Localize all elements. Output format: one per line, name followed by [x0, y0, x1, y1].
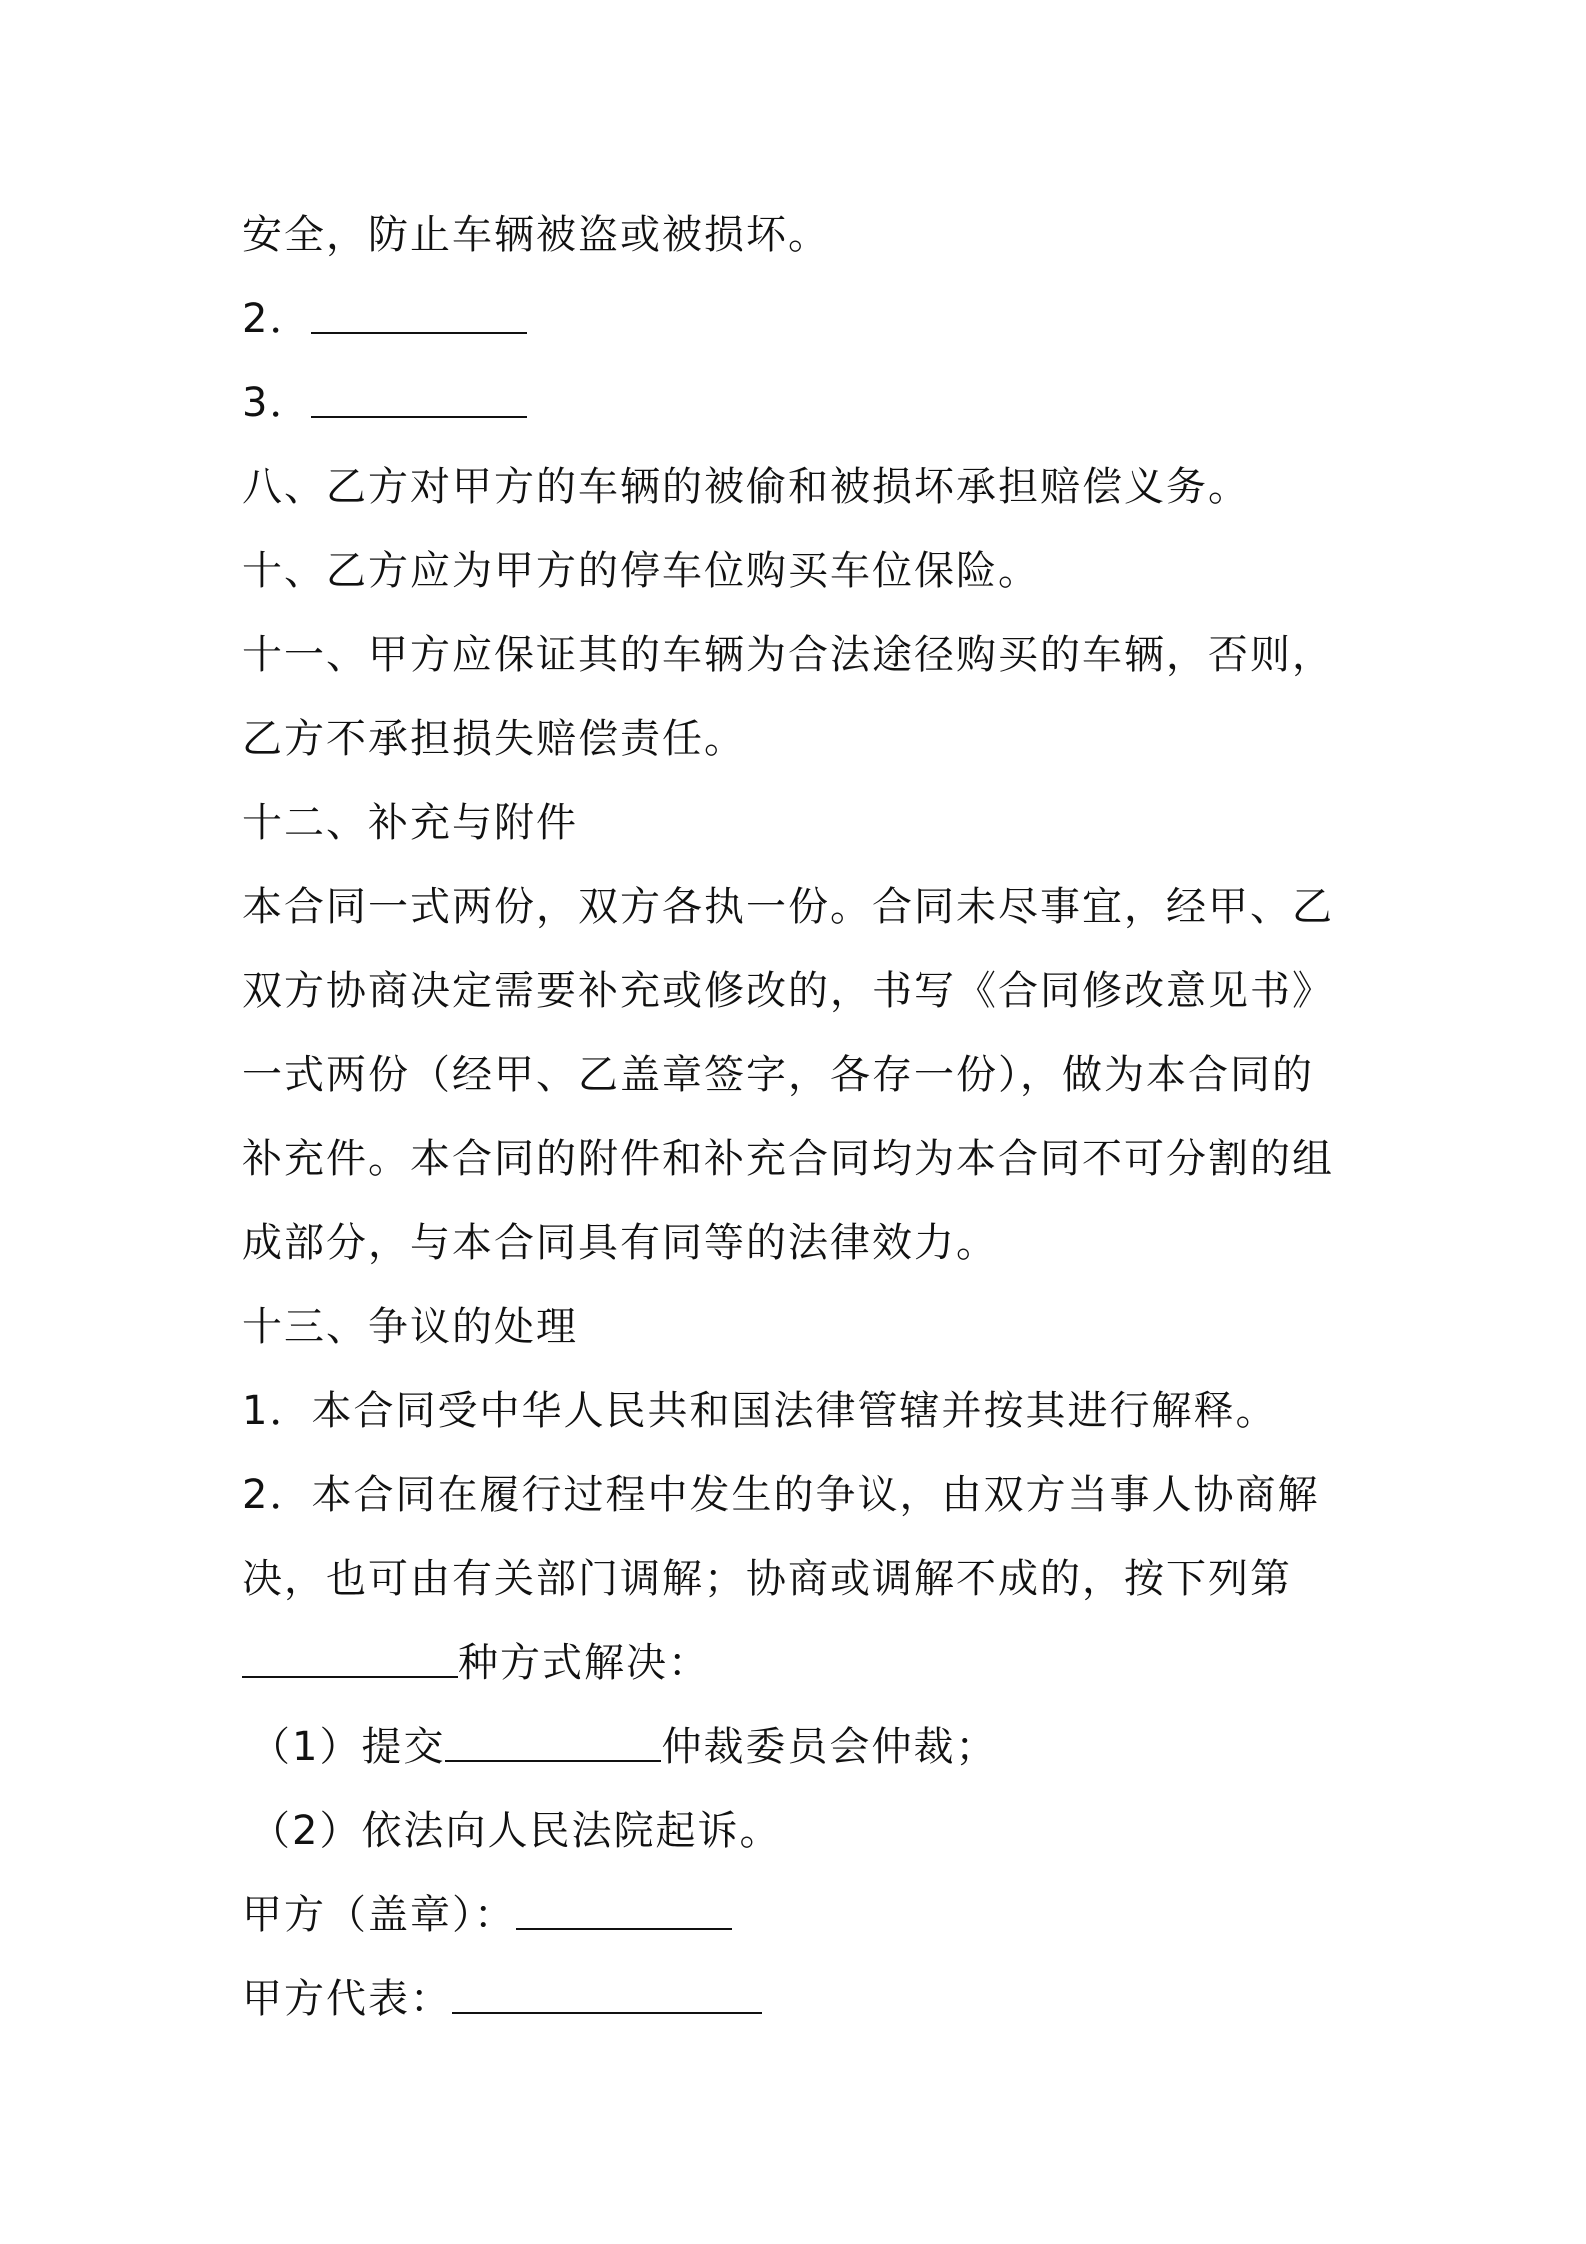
- numbered-blank-line: [242, 361, 1362, 445]
- clause-heading: 十、乙方应为甲方的停车位购买车位保险。: [242, 548, 1040, 594]
- signature-blank[interactable]: [452, 1968, 762, 2014]
- signature-line: [242, 1873, 1362, 1957]
- blank-line: [242, 1621, 1362, 1705]
- text-line: 成部分，与本合同具有同等的法律效力。: [242, 1220, 998, 1266]
- clause-heading: 十一、甲方应保证其的车辆为合法途径购买的车辆，否则，: [242, 632, 1334, 678]
- text-line: 双方协商决定需要补充或修改的，书写《合同修改意见书》: [242, 968, 1334, 1014]
- fill-in-blank[interactable]: [445, 1716, 661, 1762]
- clause-heading: 十三、争议的处理: [242, 1304, 578, 1350]
- line-text: 仲裁委员会仲裁；: [661, 1724, 998, 1770]
- line-number: 3．: [242, 380, 312, 426]
- clause-heading: 八、乙方对甲方的车辆的被偷和被损坏承担赔偿义务。: [242, 464, 1250, 510]
- text-line: 1．本合同受中华人民共和国法律管辖并按其进行解释。: [242, 1388, 1278, 1434]
- clause-heading: 十二、补充与附件: [242, 800, 578, 846]
- line-number: 2．: [242, 296, 312, 342]
- option-line: [242, 1705, 1362, 1789]
- text-line: 乙方不承担损失赔偿责任。: [242, 716, 746, 762]
- text-line: 一式两份（经甲、乙盖章签字，各存一份），做为本合同的: [242, 1052, 1314, 1098]
- fill-in-blank[interactable]: [311, 288, 527, 334]
- text-line: 安全，防止车辆被盗或被损坏。: [242, 212, 830, 258]
- fill-in-blank[interactable]: [311, 372, 527, 418]
- numbered-blank-line: [242, 277, 1362, 361]
- line-text: 种方式解决：: [458, 1640, 710, 1686]
- option-line: （2）依法向人民法院起诉。: [250, 1808, 782, 1854]
- signature-blank[interactable]: [516, 1884, 732, 1930]
- fill-in-blank[interactable]: [242, 1632, 458, 1678]
- line-text: （1）提交: [250, 1724, 446, 1770]
- text-line: 补充件。本合同的附件和补充合同均为本合同不可分割的组: [242, 1136, 1334, 1182]
- text-line: 本合同一式两份，双方各执一份。合同未尽事宜，经甲、乙: [242, 884, 1334, 930]
- signature-line: [242, 1957, 1362, 2041]
- signature-label: 甲方代表：: [242, 1976, 452, 2022]
- document-body: [242, 193, 1362, 2041]
- signature-label: 甲方（盖章）：: [242, 1892, 516, 1938]
- text-line: 决，也可由有关部门调解；协商或调解不成的，按下列第: [242, 1556, 1292, 1602]
- text-line: 2．本合同在履行过程中发生的争议，由双方当事人协商解: [242, 1472, 1320, 1518]
